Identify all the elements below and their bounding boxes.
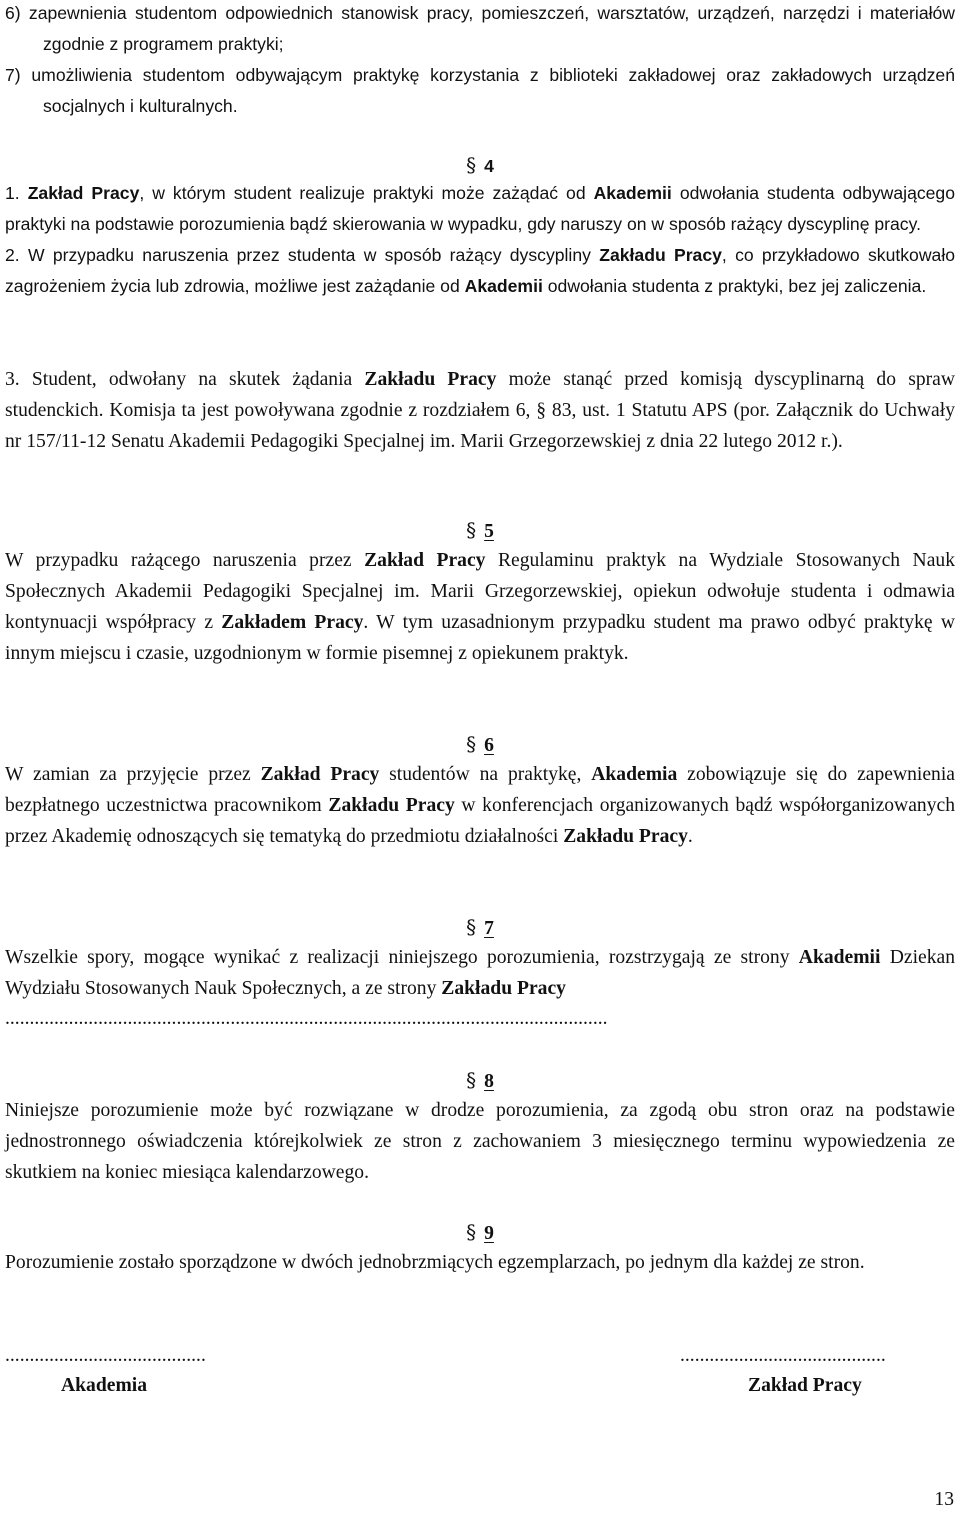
section-sign: § — [466, 915, 477, 939]
page-number: 13 — [934, 1489, 954, 1510]
list-item-number: 6) — [5, 3, 21, 23]
section-5-body: W przypadku rażącego naruszenia przez Zakład Pracy Regulaminu praktyk na Wydziale Stosowanych Nauk Społecznych Akademii Pedagogiki Specjalnej im. Marii Grzegorzewskiej, opiekun odwołuje studenta i odmawia kontynuacji współpracy z Zakładem Pracy. W tym uzasadnionym przypadku student ma prawo odbyć praktykę w innym miejscu i czasie, uzgodnionym w formie pisemnej z opiekunem praktyk. — [5, 550, 955, 664]
section-7-dotted-line: ........................................................................................................................... — [5, 1008, 608, 1029]
list-item-text: zapewnienia studentom odpowiednich stanowisk pracy, pomieszczeń, warsztatów, urządzeń, narzędzi i materiałów zgodnie z programem praktyki; — [28, 3, 955, 54]
section-heading-8: § 8 — [466, 1068, 494, 1092]
section-sign: § — [466, 518, 477, 542]
numbered-paragraph: 2. W przypadku naruszenia przez studenta w sposób rażący dyscypliny Zakładu Pracy, co przykładowo skutkowało zagrożeniem życia lub zdrowia, możliwe jest zażądanie od Akademii odwołania studenta z praktyki, bez jej zaliczenia. — [5, 245, 956, 296]
signature-line-left: ......................................... — [5, 1345, 206, 1366]
section-sign: § — [466, 153, 477, 177]
section-4-body — [5, 178, 955, 302]
list-item-number: 7) — [5, 65, 21, 85]
section-9-body: Porozumienie zostało sporządzone w dwóch jednobrzmiących egzemplarzach, po jednym dla każdej ze stron. — [5, 1252, 865, 1273]
section-sign: § — [466, 1220, 477, 1244]
numbered-paragraph: 1. Zakład Pracy, w którym student realizuje praktyki może zażądać od Akademii odwołania studenta odbywającego praktyki na podstawie porozumienia bądź skierowania w wypadku, gdy naruszy on w sposób rażący dyscyplinę pracy. — [5, 183, 956, 234]
list-item-text: umożliwienia studentom odbywającym praktykę korzystania z biblioteki zakładowej oraz zakładowych urządzeń socjalnych i kulturalnych. — [31, 65, 956, 116]
section-sign: § — [466, 732, 477, 756]
section-heading-9: § 9 — [466, 1220, 494, 1244]
section-7-body: Wszelkie spory, mogące wynikać z realizacji niniejszego porozumienia, rozstrzygają ze strony Akademii Dziekan Wydziału Stosowanych Nauk Społecznych, a ze strony Zakładu Pracy — [5, 947, 956, 999]
section-4-paragraph-3: 3. Student, odwołany na skutek żądania Zakładu Pracy może stanąć przed komisją dyscyplinarną do spraw studenckich. Komisja ta jest powoływana zgodnie z rozdziałem 6, § 83, ust. 1 Statutu APS (por. Załącznik do Uchwały nr 157/11-12 Senatu Akademii Pedagogiki Specjalnej im. Marii Grzegorzewskiej z dnia 22 lutego 2012 r.). — [5, 369, 955, 452]
section-heading-6: § 6 — [466, 732, 494, 756]
signature-line-right: .......................................... — [680, 1345, 886, 1366]
section-heading-5: § 5 — [466, 518, 494, 542]
section-heading-4: § 4 — [466, 153, 494, 177]
signature-name-left: Akademia — [61, 1375, 148, 1396]
obligations-list — [5, 0, 955, 122]
section-6-body: W zamian za przyjęcie przez Zakład Pracy studentów na praktykę, Akademia zobowiązuje się do zapewnienia bezpłatnego uczestnictwa pracownikom Zakładu Pracy w konferencjach organizowanych bądź współorganizowanych przez Akademię odnoszących się tematyką do przedmiotu działalności Zakładu Pracy. — [5, 764, 955, 847]
list-item — [5, 60, 955, 122]
list-item — [5, 0, 955, 60]
section-heading-7: § 7 — [466, 915, 494, 939]
section-8-body: Niniejsze porozumienie może być rozwiązane w drodze porozumienia, za zgodą obu stron oraz na podstawie jednostronnego oświadczenia którejkolwiek ze stron z zachowaniem 3 miesięcznego terminu wypowiedzenia ze skutkiem na koniec miesiąca kalendarzowego. — [5, 1100, 955, 1183]
section-sign: § — [466, 1068, 477, 1092]
signature-name-right: Zakład Pracy — [748, 1375, 862, 1396]
